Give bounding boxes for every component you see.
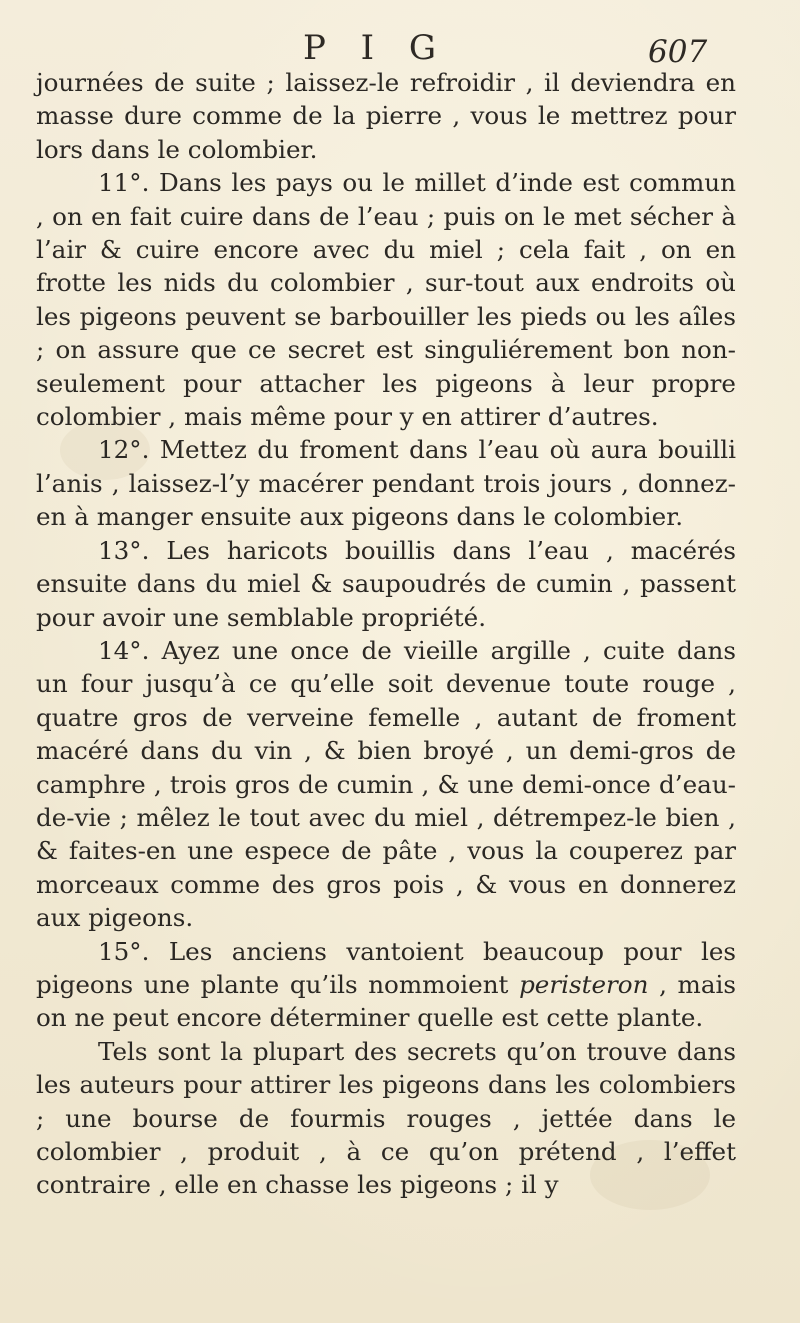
paragraph-12: 12°. Mettez du froment dans l’eau où aura bouilli l’anis , laissez-l’y macérer pendant trois jours , donnez-en à manger ensuite aux pigeons dans le colombier. — [36, 435, 736, 532]
paragraph-14: 14°. Ayez une once de vieille argille , cuite dans un four jusqu’à ce qu’elle soit devenue toute rouge , quatre gros de verveine femelle , autant de froment macéré dans du vin , & bien broyé , un demi-gros de camphre , trois gros de cumin , & une demi-once d’eau-de-vie ; mêlez le tout avec du miel , détrempez-le bien , & faites-en une espece de pâte , vous la couperez par morceaux comme des gros pois , & vous en donnerez aux pigeons. — [36, 635, 736, 933]
paragraph-15 — [36, 935, 736, 1035]
paragraph-15-text-end: , mais on ne peut encore déterminer quelle est cette plante. — [36, 969, 736, 1033]
plant-name: peristeron — [519, 969, 649, 999]
paragraph-continuation: journées de suite ; laissez-le refroidir , il deviendra en masse dure comme de la pierre , vous le mettrez pour lors dans le colombier. — [36, 68, 736, 164]
running-head: P I G — [303, 28, 449, 68]
paragraph-15-text: 15°. Les anciens vantoient beaucoup pour les pigeons une plante qu’ils nommoient — [36, 936, 736, 999]
paragraph-11: 11°. Dans les pays ou le millet d’inde est commun , on en fait cuire dans de l’eau ; puis on le met sécher à l’air & cuire encore avec du miel ; cela fait , on en frotte les nids du colombier , sur-tout aux endroits où les pigeons peuvent se barbouiller les pieds ou les aîles ; on assure que ce secret est singuliérement bon non-seulement pour attacher les pigeons à leur propre colombier , mais même pour y en attirer d’autres. — [36, 168, 736, 432]
body-text — [36, 66, 736, 1202]
paragraph-final: Tels sont la plupart des secrets qu’on trouve dans les auteurs pour attirer les pigeons dans les colombiers ; une bourse de fourmis rouges , jettée dans le colombier , produit , à ce qu’on prétend , l’effet contraire , elle en chasse les pigeons ; il y — [36, 1036, 736, 1200]
paragraph-13: 13°. Les haricots bouillis dans l’eau , macérés ensuite dans du miel & saupoudrés de cumin , passent pour avoir une semblable propriété. — [36, 535, 736, 632]
page-number: 607 — [648, 34, 708, 70]
